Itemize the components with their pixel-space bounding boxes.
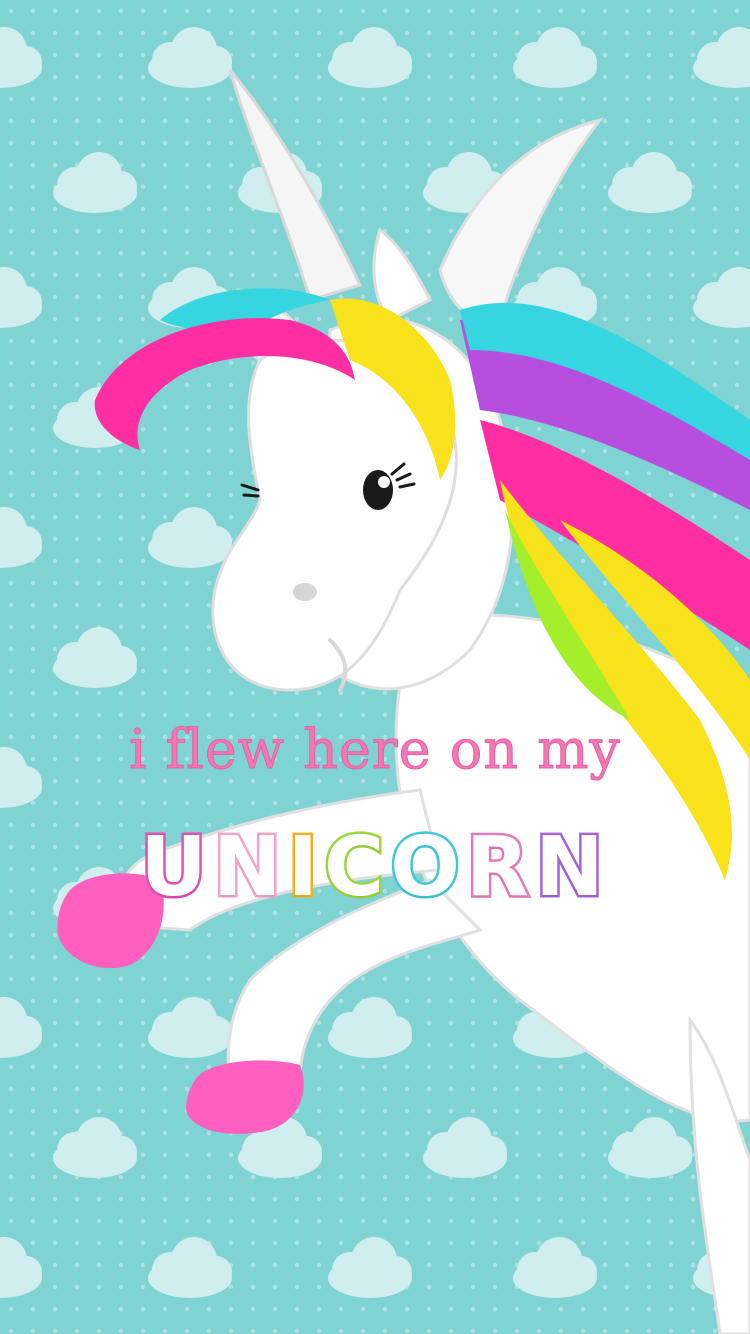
caption-letter-n: N (212, 820, 288, 915)
caption-letter-n2: N (535, 820, 610, 915)
wing (440, 120, 600, 323)
caption-letter-i: I (287, 820, 325, 915)
ear-right (374, 230, 430, 320)
caption-line-1: i flew here on my (129, 718, 621, 781)
horn (230, 70, 360, 300)
far-eyelashes (242, 485, 258, 496)
caption-letter-o: O (390, 820, 466, 915)
nostril (293, 583, 317, 601)
caption-line-2 (0, 820, 750, 915)
caption-letter-r: R (465, 820, 536, 915)
eye (363, 470, 393, 510)
caption-letter-u: U (140, 820, 213, 915)
caption-letter-c: C (324, 820, 391, 915)
hoof-lower (186, 1060, 304, 1134)
